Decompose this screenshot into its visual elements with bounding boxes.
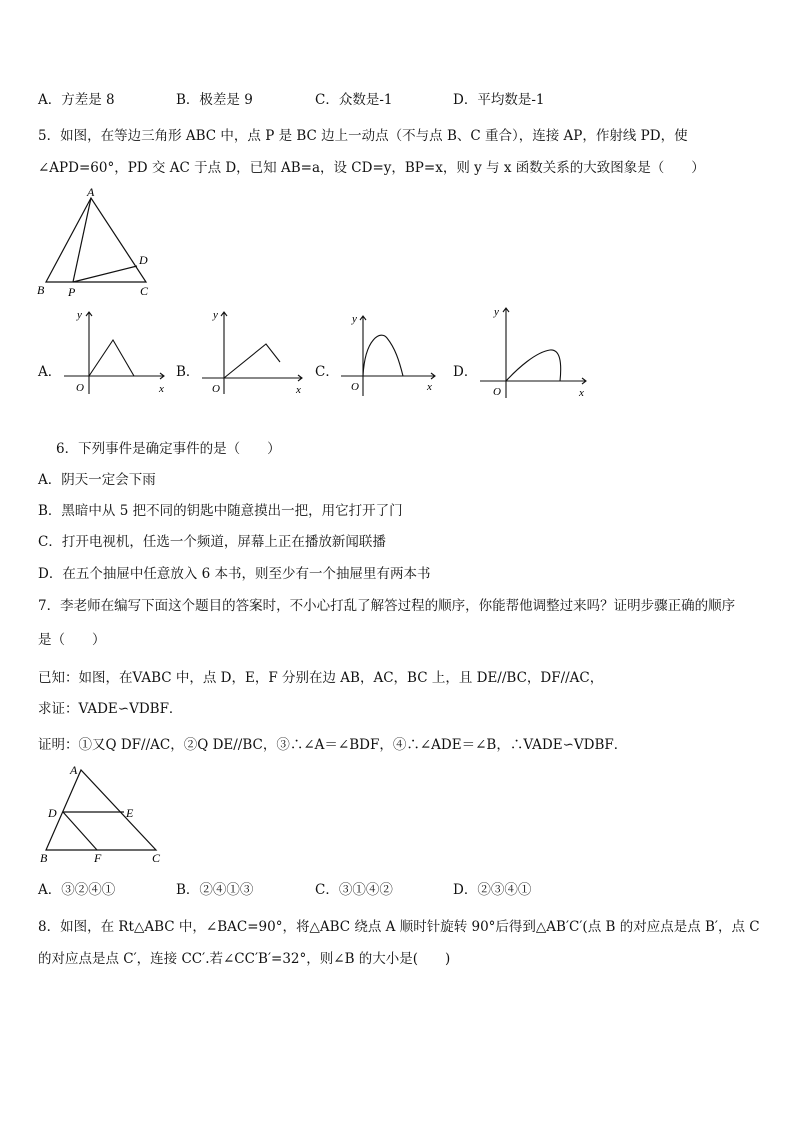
q5-graph-b-origin: O bbox=[212, 383, 220, 395]
q5-stem-line1: 5．如图，在等边三角形 ABC 中，点 P 是 BC 边上一动点（不与点 B、C 重合），连接 AP，作射线 PD，使 bbox=[38, 128, 688, 144]
q7-prove: 求证：VADE∽VDBF． bbox=[38, 701, 183, 717]
q7-stem-line1: 7．李老师在编写下面这个题目的答案时，不小心打乱了解答过程的顺序，你能帮他调整过来吗？证明步骤正确的顺序 bbox=[38, 598, 736, 614]
q5-graph-d-ylabel: y bbox=[494, 306, 499, 318]
q5-label-b: B bbox=[37, 283, 45, 297]
q5-graph-c-origin: O bbox=[351, 381, 359, 393]
q5-label-d: D bbox=[139, 253, 148, 267]
q5-graph-a-ylabel: y bbox=[77, 309, 82, 321]
q7-option-a[interactable]: A．③②④① bbox=[38, 882, 116, 898]
q5-graph-b[interactable] bbox=[198, 306, 308, 398]
q6-option-c[interactable]: C．打开电视机，任选一个频道，屏幕上正在播放新闻联播 bbox=[38, 534, 386, 550]
q6-option-b[interactable]: B．黑暗中从 5 把不同的钥匙中随意摸出一把，用它打开了门 bbox=[38, 503, 403, 519]
q7-option-b[interactable]: B．②④①③ bbox=[176, 882, 254, 898]
q5-graph-c[interactable] bbox=[337, 310, 441, 398]
q7-given: 已知：如图，在VABC 中，点 D，E，F 分别在边 AB，AC，BC 上，且 DE//BC，DF//AC， bbox=[38, 670, 604, 686]
q5-graph-d-xlabel: x bbox=[579, 387, 584, 399]
q4-option-c[interactable]: C．众数是-1 bbox=[315, 92, 393, 108]
q7-option-c[interactable]: C．③①④② bbox=[315, 882, 393, 898]
q5-graph-c-ylabel: y bbox=[352, 313, 357, 325]
q7-label-b: B bbox=[40, 851, 48, 865]
q7-option-d[interactable]: D．②③④① bbox=[453, 882, 532, 898]
q5-graph-a-xlabel: x bbox=[159, 383, 164, 395]
q5-graph-a[interactable] bbox=[60, 306, 170, 398]
q4-option-b[interactable]: B．极差是 9 bbox=[176, 92, 253, 108]
q5-graph-b-ylabel: y bbox=[213, 309, 218, 321]
q5-label-c: C bbox=[140, 284, 149, 298]
q7-label-e: E bbox=[126, 806, 134, 820]
q5-option-d-label[interactable]: D． bbox=[453, 364, 478, 380]
q6-stem: 6．下列事件是确定事件的是（ ） bbox=[56, 441, 281, 457]
q5-graph-d-origin: O bbox=[493, 386, 501, 398]
q5-stem-line2: ∠APD=60°，PD 交 AC 于点 D，已知 AB=a，设 CD=y，BP=x，则 y 与 x 函数关系的大致图象是（ ） bbox=[38, 160, 705, 176]
q7-label-a: A bbox=[70, 763, 78, 777]
q7-stem-line2: 是（ ） bbox=[38, 632, 106, 648]
q7-label-c: C bbox=[152, 851, 161, 865]
q7-label-d: D bbox=[48, 806, 57, 820]
q8-stem-line1: 8．如图，在 Rt△ABC 中，∠BAC=90°，将△ABC 绕点 A 顺时针旋转 90°后得到△AB′C′(点 B 的对应点是点 B′，点 C bbox=[38, 919, 760, 935]
q5-option-b-label[interactable]: B． bbox=[176, 364, 200, 380]
q5-graph-a-origin: O bbox=[76, 382, 84, 394]
q5-label-a: A bbox=[87, 186, 95, 199]
q8-stem-line2: 的对应点是点 C′，连接 CC′.若∠CC′B′=32°，则∠B 的大小是( ) bbox=[38, 951, 451, 967]
q5-label-p: P bbox=[68, 285, 76, 299]
q4-option-a[interactable]: A．方差是 8 bbox=[38, 92, 115, 108]
q5-triangle-figure bbox=[34, 186, 159, 301]
q6-option-a[interactable]: A．阴天一定会下雨 bbox=[38, 472, 156, 488]
q6-option-d[interactable]: D．在五个抽屉中任意放入 6 本书，则至少有一个抽屉里有两本书 bbox=[38, 566, 431, 582]
q5-graph-c-xlabel: x bbox=[427, 381, 432, 393]
q5-graph-b-xlabel: x bbox=[296, 384, 301, 396]
q7-label-f: F bbox=[94, 851, 102, 865]
q7-triangle-figure bbox=[36, 762, 166, 868]
q4-option-d[interactable]: D．平均数是-1 bbox=[453, 92, 545, 108]
q5-option-a-label[interactable]: A． bbox=[38, 364, 62, 380]
q5-graph-d[interactable] bbox=[476, 302, 592, 400]
q7-proof: 证明：①又Q DF//AC，②Q DE//BC，③∴∠A＝∠BDF，④∴∠ADE＝∠B，∴VADE∽VDBF． bbox=[38, 737, 628, 753]
q5-option-c-label[interactable]: C． bbox=[315, 364, 339, 380]
